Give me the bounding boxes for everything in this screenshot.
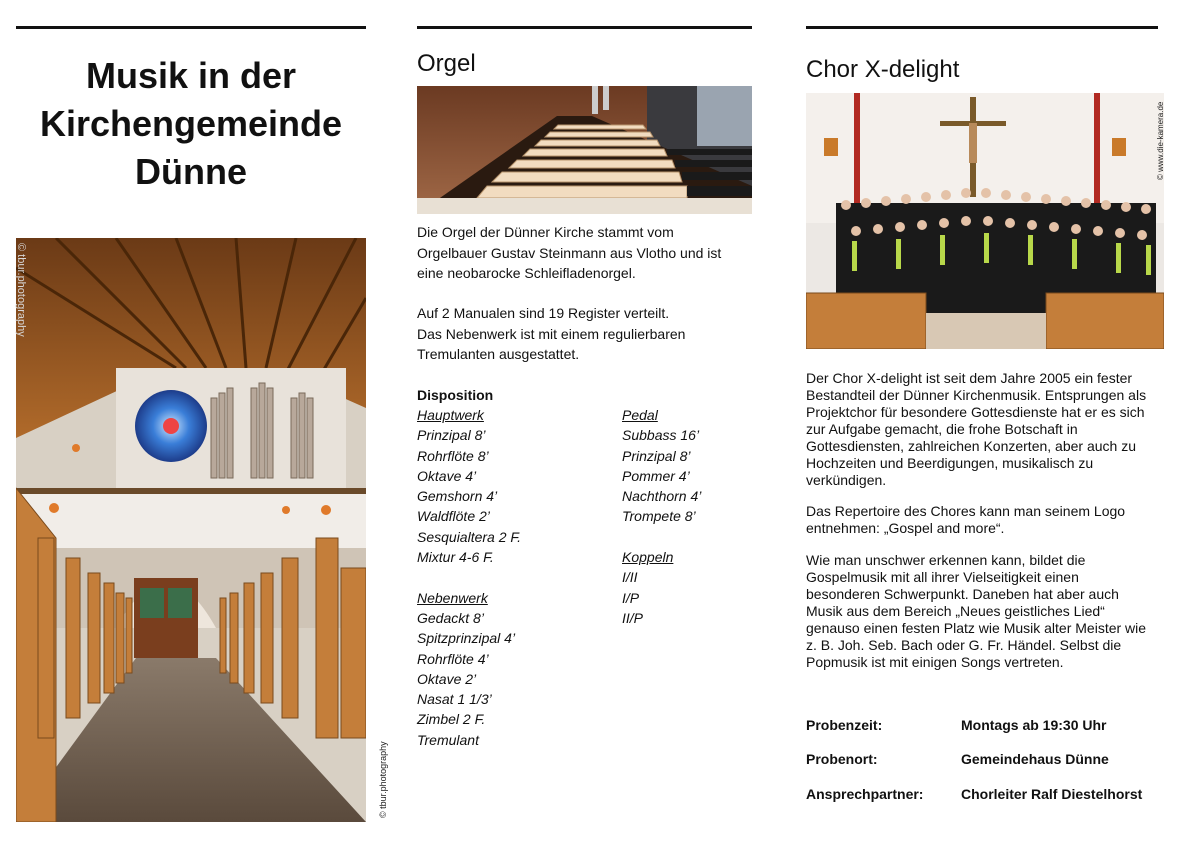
register-item: Gemshorn 4’ (417, 488, 498, 505)
register-item: Spitzprinzipal 4’ (417, 630, 516, 647)
main-title (16, 52, 366, 196)
disposition-right-list (622, 405, 701, 628)
register-item: Zimbel 2 F. (417, 711, 486, 728)
register-item: Rohrflöte 4’ (417, 650, 489, 667)
info-label: Ansprechpartner: (806, 786, 924, 802)
text-line: Popmusik ist mit einigen Songs vertreten. (806, 654, 1064, 670)
text-line: Projektchor für besondere Gottesdienste hat er es sich (806, 404, 1145, 420)
register-item: Rohrflöte 8’ (417, 447, 489, 464)
info-value: Gemeindehaus Dünne (961, 751, 1109, 767)
register-item: Prinzipal 8’ (417, 427, 486, 444)
text-line: Bestandteil der Dünner Kirchenmusik. Entsprungen als (806, 387, 1147, 403)
register-item: Nachthorn 4’ (622, 488, 702, 505)
text-line: entnehmen: „Gospel and more“. (806, 520, 1005, 536)
text-line: Gospelmusik mit all ihrer Vielseitigkeit einen (806, 569, 1079, 585)
text-line: Das Nebenwerk ist mit einem regulierbaren (417, 325, 686, 342)
register-item: Waldflöte 2’ (417, 508, 490, 525)
main-title-line: Kirchengemeinde (39, 103, 343, 144)
text-line: Die Orgel der Dünner Kirche stammt vom (417, 224, 674, 240)
text-line: verkündigen. (806, 472, 887, 488)
info-row-contact (806, 786, 1143, 802)
organ-paragraph-1 (417, 222, 721, 284)
register-item: Sesquialtera 2 F. (417, 528, 522, 545)
info-row-rehearsal-time (806, 717, 1107, 733)
text-line: Musik aus dem Bereich „Neues geistliches Lied“ (806, 603, 1105, 619)
text-line: zur Aufgabe gemacht, die frohe Botschaft in (806, 421, 1078, 437)
text-line: Gottesdiensten, zahlreichen Konzerten, aber auch zu (806, 438, 1136, 454)
info-value: Montags ab 19:30 Uhr (961, 717, 1107, 733)
register-item: Oktave 4’ (417, 467, 477, 484)
disposition-left-list (417, 405, 521, 750)
coupler-item: II/P (622, 609, 644, 626)
register-item: Pommer 4’ (622, 467, 690, 484)
list-spacer (417, 567, 521, 587)
choir-photo-credit: © www.die-kamera.de (1156, 101, 1165, 180)
choir-photo (806, 93, 1164, 349)
info-label: Probenort: (806, 751, 878, 767)
text-line: genauso einen festen Platz wie Musik alter Meister wie (806, 620, 1147, 636)
info-value: Chorleiter Ralf Diestelhorst (961, 786, 1143, 802)
pedal-heading: Pedal (622, 407, 658, 423)
church-interior-photo (16, 238, 366, 822)
column-3-top-rule (806, 26, 1158, 29)
register-item: Trompete 8’ (622, 508, 696, 525)
koppeln-heading: Koppeln (622, 549, 674, 566)
text-line: Das Repertoire des Chores kann man seinem Logo (806, 503, 1126, 519)
hauptwerk-heading: Hauptwerk (417, 407, 484, 423)
text-line: z. B. Joh. Seb. Bach oder G. Fr. Händel. Selbst die (806, 637, 1122, 653)
photo-credit-left: © tbur.photography (15, 243, 27, 337)
nebenwerk-heading: Nebenwerk (417, 589, 488, 606)
coupler-item: I/P (622, 589, 640, 606)
register-item: Tremulant (417, 731, 479, 748)
text-line: besonderen Schwerpunkt. Daneben hat aber auch (806, 586, 1119, 602)
text-line: Wie man unschwer erkennen kann, bildet die (806, 552, 1086, 568)
text-line: Orgelbauer Gustav Steinmann aus Vlotho und ist (417, 244, 722, 261)
info-label: Probenzeit: (806, 717, 883, 733)
info-row-rehearsal-place (806, 751, 1109, 767)
organ-paragraph-2 (417, 303, 685, 365)
list-spacer (622, 527, 701, 547)
text-line: eine neobarocke Schleifladenorgel. (417, 265, 636, 281)
coupler-item: I/II (622, 569, 638, 586)
choir-paragraph-1 (806, 370, 1146, 489)
register-item: Oktave 2’ (417, 670, 477, 687)
register-item: Mixtur 4-6 F. (417, 549, 494, 566)
column-2-top-rule (417, 26, 752, 29)
register-item: Nasat 1 1/3’ (417, 691, 492, 708)
organ-heading: Orgel (417, 50, 476, 77)
register-item: Prinzipal 8’ (622, 447, 691, 464)
main-title-line: Dünne (135, 151, 247, 192)
column-1-top-rule (16, 26, 366, 29)
organ-keyboard-photo (417, 86, 752, 214)
choir-heading: Chor X-delight (806, 56, 960, 83)
register-item: Gedackt 8’ (417, 609, 484, 626)
text-line: Hochzeiten und Beerdigungen, musikalisch zu (806, 455, 1094, 471)
text-line: Der Chor X-delight ist seit dem Jahre 2005 ein fester (806, 370, 1133, 386)
text-line: Tremulanten ausgestattet. (417, 346, 580, 362)
text-line: Auf 2 Manualen sind 19 Register verteilt. (417, 305, 670, 321)
disposition-heading: Disposition (417, 387, 494, 403)
photo-credit-right: © tbur.photography (378, 741, 388, 818)
choir-paragraph-3 (806, 552, 1146, 671)
main-title-line: Musik in der (85, 55, 297, 96)
register-item: Subbass 16’ (622, 427, 700, 444)
choir-paragraph-2 (806, 503, 1125, 537)
